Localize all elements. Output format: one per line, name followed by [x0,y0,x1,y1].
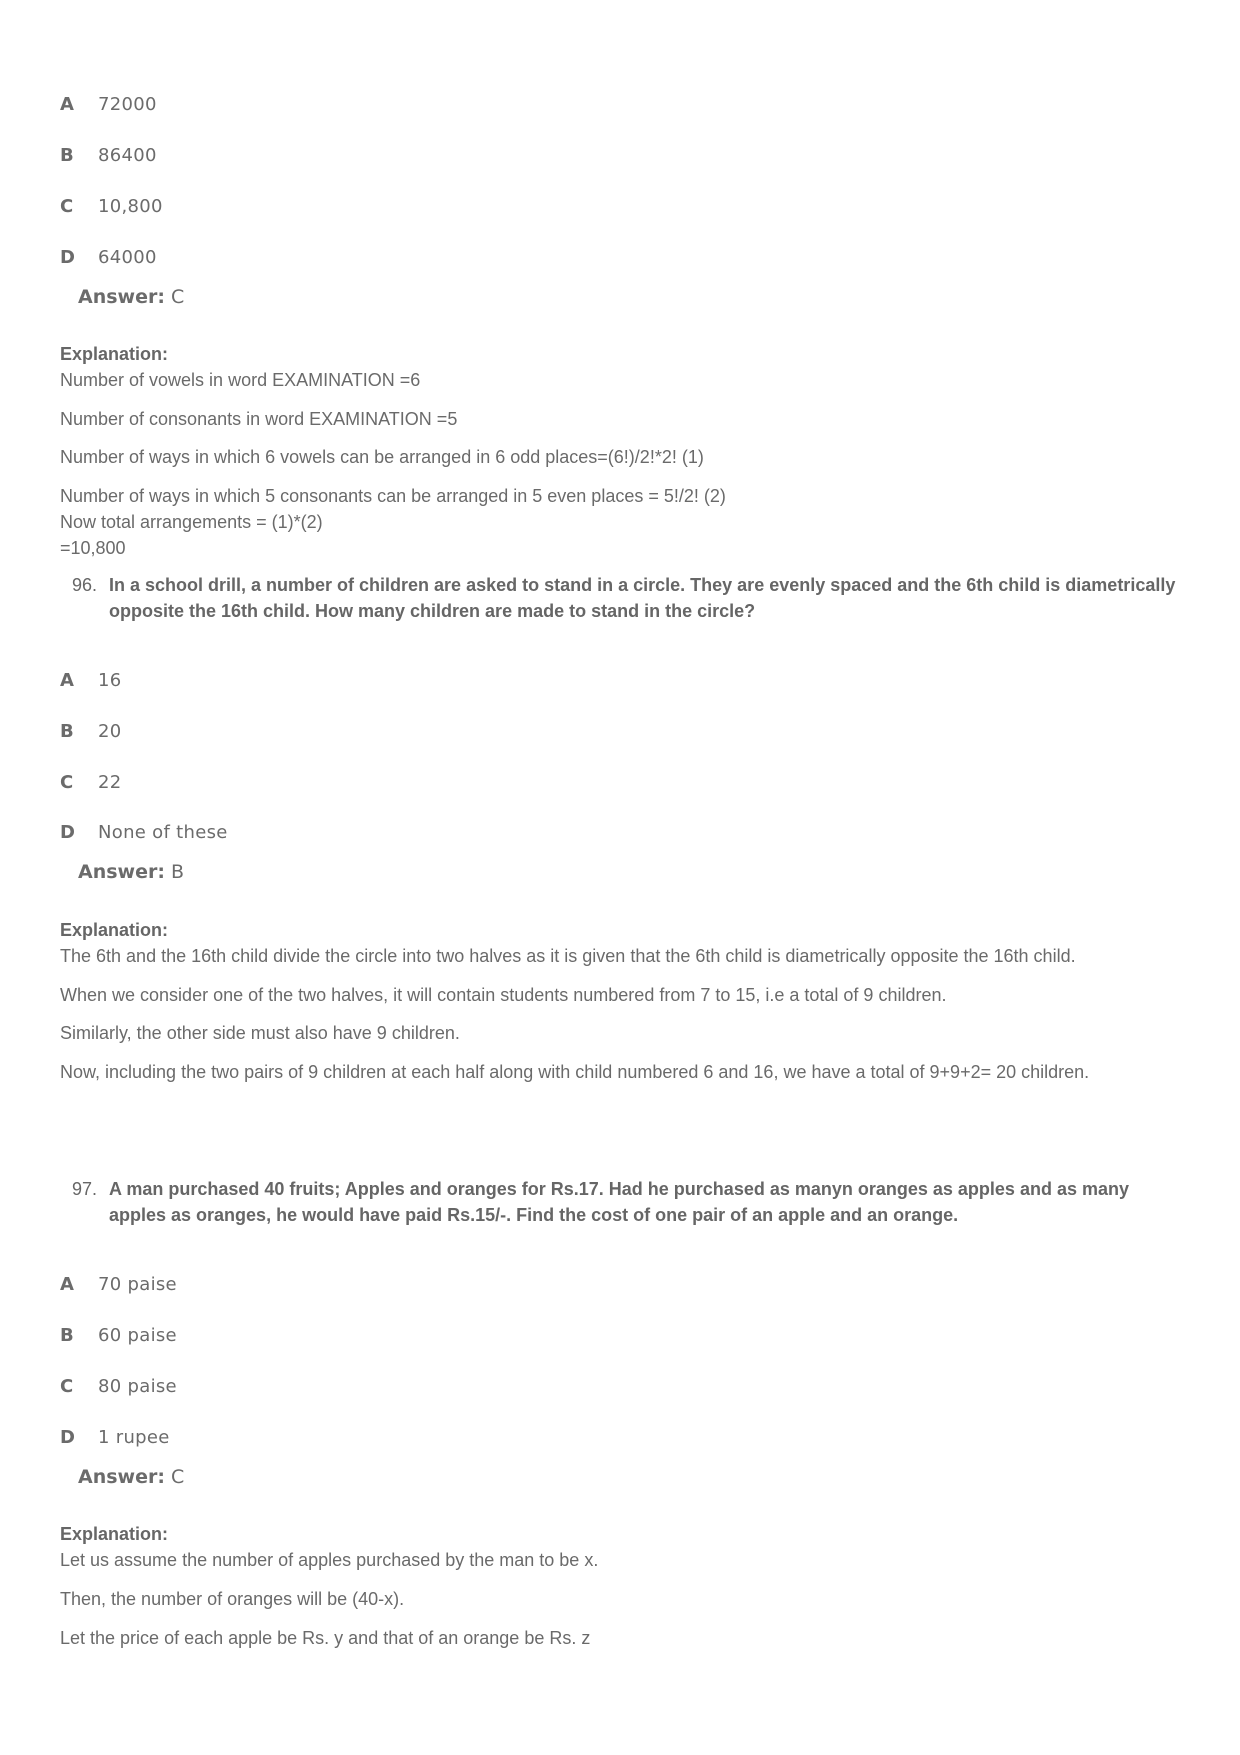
option-letter: D [60,822,75,843]
explanation-line: Number of ways in which 5 consonants can be arranged in 5 even places = 5!/2! (2) [60,486,726,506]
option-value: None of these [98,822,228,843]
option-a[interactable] [60,1270,177,1300]
option-c[interactable] [60,768,122,798]
option-letter: C [60,772,74,793]
option-value: 72000 [98,94,157,115]
explanation-line: Similarly, the other side must also have 9 children. [60,1023,460,1043]
explanation-line: The 6th and the 16th child divide the circle into two halves as it is given that the 6th child is diametrically opposite the 16th child. [60,946,1076,966]
option-letter: A [60,94,74,115]
explanation-title: Explanation: [60,920,169,940]
explanation-line: Let us assume the number of apples purchased by the man to be x. [60,1550,599,1570]
answer-value: C [171,286,185,308]
option-value: 80 paise [98,1376,177,1397]
explanation-line: Let the price of each apple be Rs. y and that of an orange be Rs. z [60,1628,591,1648]
question-text: In a school drill, a number of children are asked to stand in a circle. They are evenly spaced and the 6th child is diametrically opposite the 16th child. How many children are made to stand in the circle? [109,575,1176,621]
answer-label: Answer: [78,1466,165,1488]
explanation-line: Then, the number of oranges will be (40-x). [60,1589,405,1609]
option-value: 1 rupee [98,1427,170,1448]
question-96 [72,572,1182,624]
option-b[interactable] [60,1321,177,1351]
option-a[interactable] [60,666,122,696]
explanation-line: Number of vowels in word EXAMINATION =6 [60,370,421,390]
option-value: 10,800 [98,196,163,217]
question-number: 97. [72,1179,98,1199]
option-c[interactable] [60,192,163,222]
answer [78,1462,184,1492]
explanation-line: When we consider one of the two halves, it will contain students numbered from 7 to 15, i.e a total of 9 children. [60,985,947,1005]
option-b[interactable] [60,141,157,171]
question-number: 96. [72,575,98,595]
answer [78,857,184,887]
option-letter: C [60,1376,74,1397]
option-letter: D [60,247,75,268]
explanation-line: Now, including the two pairs of 9 children at each half along with child numbered 6 and 16, we have a total of 9+9+2= 20 children. [60,1062,1090,1082]
explanation-line: Number of consonants in word EXAMINATION =5 [60,409,458,429]
explanation-line: Number of ways in which 6 vowels can be arranged in 6 odd places=(6!)/2!*2! (1) [60,447,704,467]
option-c[interactable] [60,1372,177,1402]
explanation-title: Explanation: [60,1524,169,1544]
explanation-line: Now total arrangements = (1)*(2) [60,512,323,532]
option-value: 60 paise [98,1325,177,1346]
explanation-title: Explanation: [60,344,169,364]
option-d[interactable] [60,818,228,848]
explanation-line: =10,800 [60,538,126,558]
option-value: 86400 [98,145,157,166]
answer-label: Answer: [78,286,165,308]
option-value: 64000 [98,247,157,268]
option-letter: B [60,145,74,166]
option-value: 20 [98,721,122,742]
option-a[interactable] [60,90,157,120]
option-letter: D [60,1427,75,1448]
option-value: 22 [98,772,122,793]
question-97 [72,1176,1182,1228]
option-b[interactable] [60,717,122,747]
answer [78,282,184,312]
option-letter: A [60,670,74,691]
option-value: 16 [98,670,122,691]
answer-label: Answer: [78,861,165,883]
answer-value: C [171,1466,185,1488]
option-letter: A [60,1274,74,1295]
option-d[interactable] [60,1423,170,1453]
option-letter: B [60,1325,74,1346]
option-letter: B [60,721,74,742]
answer-value: B [171,861,185,883]
option-letter: C [60,196,74,217]
option-d[interactable] [60,243,157,273]
question-text: A man purchased 40 fruits; Apples and oranges for Rs.17. Had he purchased as manyn oranges as apples and as many apples as oranges, he would have paid Rs.15/-. Find the cost of one pair of an apple and an orange. [109,1179,1129,1225]
option-value: 70 paise [98,1274,177,1295]
